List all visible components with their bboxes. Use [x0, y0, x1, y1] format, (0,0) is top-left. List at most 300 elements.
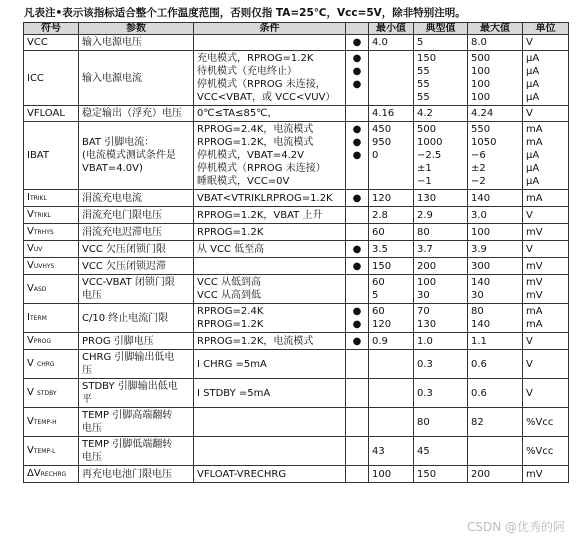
- dot-line: [349, 276, 365, 289]
- max-line: 100: [471, 92, 491, 103]
- cell-dot: [346, 437, 369, 466]
- symbol-text: I: [27, 312, 30, 323]
- cell-max: [468, 437, 523, 466]
- symbol-text: V: [27, 243, 34, 254]
- cell-unit: [523, 207, 569, 224]
- cell-dot: [346, 190, 369, 207]
- condition-line: RPROG=1.2K，VBAT 上升: [197, 209, 323, 221]
- min-line: [372, 52, 410, 65]
- cell-max: [468, 258, 523, 275]
- cell-dot: [346, 333, 369, 350]
- unit-line: mA: [526, 192, 543, 204]
- min-line: 60: [372, 226, 385, 238]
- cell-min: [369, 106, 414, 122]
- table-row: [24, 224, 569, 241]
- table-note: 凡表注•表示该指标适合整个工作温度范围，否则仅指 TA=25℃，Vcc=5V，除非特别注明。: [24, 7, 466, 19]
- cell-symbol: [24, 275, 79, 304]
- dot-line: [349, 107, 365, 120]
- cell-min: [369, 35, 414, 51]
- table-row: [24, 190, 569, 207]
- cell-condition: [194, 350, 346, 379]
- cell-symbol: [24, 35, 79, 51]
- parameter-line: 涓流充电门限电压: [82, 209, 162, 221]
- cell-condition: [194, 106, 346, 122]
- cell-unit: [523, 51, 569, 106]
- typ-line: ±1: [417, 163, 432, 174]
- dot-line: [349, 209, 365, 222]
- min-line: [372, 416, 410, 429]
- cell-max: [468, 122, 523, 190]
- dot-line: ●: [352, 319, 362, 330]
- dot-line: ●: [352, 260, 362, 272]
- cell-symbol: [24, 408, 79, 437]
- unit-line: mV: [526, 468, 543, 480]
- cell-symbol: [24, 333, 79, 350]
- max-line: 1.1: [471, 335, 487, 347]
- typ-line: 55: [417, 66, 430, 77]
- cell-dot: [346, 408, 369, 437]
- parameter-line: 输入电源电压: [82, 37, 142, 48]
- unit-line: V: [526, 387, 533, 399]
- unit-line: mV: [526, 277, 543, 288]
- typ-line: 45: [417, 445, 430, 457]
- condition-line: RPROG=1.2K，电流模式: [197, 335, 314, 347]
- parameter-line: VCC 欠压闭锁门限: [82, 243, 166, 255]
- cell-dot: [346, 304, 369, 333]
- unit-line: μA: [526, 66, 540, 77]
- parameter-line: 再充电电池门限电压: [82, 468, 172, 480]
- parameter-line: 电压: [82, 423, 102, 434]
- symbol-subscript: UVHYS: [33, 263, 55, 270]
- cell-typ: [414, 275, 468, 304]
- min-line: [372, 175, 410, 188]
- cell-typ: [414, 190, 468, 207]
- max-line: 30: [471, 290, 484, 301]
- dot-line: ●: [352, 124, 362, 135]
- unit-line: mV: [526, 290, 543, 301]
- max-line: 200: [471, 468, 491, 480]
- cell-dot: [346, 35, 369, 51]
- condition-line: 停机模式，VBAT=4.2V: [197, 150, 304, 161]
- dot-line: ●: [352, 137, 362, 148]
- symbol-text: I: [27, 192, 30, 203]
- dot-line: ●: [352, 306, 362, 317]
- symbol-text: ICC: [27, 72, 44, 84]
- cell-symbol: [24, 207, 79, 224]
- parameter-line: (电流模式测试条件是: [82, 150, 176, 161]
- dot-line: ●: [352, 53, 362, 64]
- table-row: [24, 466, 569, 483]
- min-line: 60: [372, 306, 385, 317]
- cell-parameter: [79, 304, 194, 333]
- parameter-line: PROG 引脚电压: [82, 335, 154, 347]
- symbol-subscript: STDBY: [37, 390, 57, 397]
- cell-max: [468, 333, 523, 350]
- condition-line: RPROG=1.2K，电流模式: [197, 137, 314, 148]
- parameter-line: 稳定输出（浮充）电压: [82, 108, 182, 119]
- symbol-text: V: [27, 387, 38, 398]
- typ-line: 1.0: [417, 335, 433, 347]
- condition-line: 停机模式（RPROG 未连接，: [197, 79, 326, 90]
- min-line: [372, 65, 410, 78]
- cell-condition: [194, 333, 346, 350]
- typ-line: 80: [417, 416, 430, 428]
- cell-max: [468, 466, 523, 483]
- cell-typ: [414, 51, 468, 106]
- header-unit: 单位: [523, 23, 569, 35]
- min-line: 0: [372, 150, 379, 161]
- typ-line: 55: [417, 79, 430, 90]
- min-line: [372, 358, 410, 371]
- cell-dot: [346, 379, 369, 408]
- spec-table: [23, 22, 569, 483]
- unit-line: %Vcc: [526, 416, 554, 428]
- min-line: [372, 162, 410, 175]
- symbol-subscript: TRHYS: [33, 229, 54, 236]
- table-row: [24, 350, 569, 379]
- cell-dot: [346, 466, 369, 483]
- cell-condition: [194, 304, 346, 333]
- symbol-subscript: ASD: [33, 286, 47, 293]
- condition-line: 充电模式，RPROG=1.2K: [197, 53, 314, 64]
- typ-line: −1: [417, 176, 432, 187]
- min-line: 4.0: [372, 37, 388, 48]
- condition-line: RPROG=2.4K: [197, 306, 264, 317]
- symbol-subscript: UV: [33, 246, 43, 253]
- cell-dot: [346, 350, 369, 379]
- unit-line: μA: [526, 92, 540, 103]
- max-line: 4.24: [471, 108, 494, 119]
- parameter-line: VBAT=4.0V): [82, 163, 143, 174]
- table-row: [24, 275, 569, 304]
- cell-parameter: [79, 275, 194, 304]
- header-min: 最小值: [369, 23, 414, 35]
- parameter-line: 电压: [82, 290, 102, 301]
- dot-line: ●: [352, 335, 362, 347]
- condition-line: VCC 从低到高: [197, 277, 261, 288]
- cell-parameter: [79, 190, 194, 207]
- cell-condition: [194, 190, 346, 207]
- symbol-subscript: PROG: [33, 338, 52, 345]
- condition-line: 从 VCC 低至高: [197, 243, 265, 255]
- cell-condition: [194, 258, 346, 275]
- cell-min: [369, 190, 414, 207]
- min-line: [372, 387, 410, 400]
- dot-line: [349, 358, 365, 371]
- dot-line: [349, 468, 365, 481]
- max-line: ±2: [471, 163, 486, 174]
- symbol-subscript: TRIKL: [29, 195, 47, 202]
- max-line: 140: [471, 319, 491, 330]
- max-line: −6: [471, 150, 486, 161]
- typ-line: 150: [417, 53, 437, 64]
- cell-typ: [414, 437, 468, 466]
- max-line: 140: [471, 192, 491, 204]
- dot-line: [349, 445, 365, 458]
- parameter-line: 涓流充电迟滞电压: [82, 226, 162, 238]
- cell-dot: [346, 122, 369, 190]
- parameter-line: TEMP 引脚低端翻转: [82, 439, 173, 450]
- unit-line: mV: [526, 226, 543, 238]
- table-row: [24, 408, 569, 437]
- symbol-text: V: [27, 283, 34, 294]
- cell-typ: [414, 379, 468, 408]
- min-line: 4.16: [372, 108, 395, 119]
- dot-line: [349, 416, 365, 429]
- max-line: 3.9: [471, 243, 487, 255]
- symbol-text: V: [27, 209, 34, 220]
- cell-max: [468, 408, 523, 437]
- max-line: 80: [471, 306, 484, 317]
- typ-line: 150: [417, 468, 437, 480]
- cell-max: [468, 379, 523, 408]
- unit-line: V: [526, 358, 533, 370]
- typ-line: 5: [417, 37, 424, 48]
- condition-line: RPROG=1.2K: [197, 226, 264, 238]
- cell-unit: [523, 258, 569, 275]
- symbol-subscript: TEMP-H: [33, 419, 57, 426]
- typ-line: 3.7: [417, 243, 433, 255]
- cell-max: [468, 207, 523, 224]
- cell-min: [369, 275, 414, 304]
- cell-symbol: [24, 437, 79, 466]
- cell-max: [468, 275, 523, 304]
- unit-line: mA: [526, 319, 543, 330]
- table-row: [24, 35, 569, 51]
- table-row: [24, 106, 569, 122]
- symbol-subscript: CHRG: [37, 361, 55, 368]
- symbol-text: VCC: [27, 37, 48, 48]
- cell-min: [369, 241, 414, 258]
- condition-line: [197, 260, 342, 273]
- unit-line: μA: [526, 176, 540, 187]
- dot-line: ●: [352, 66, 362, 77]
- condition-line: VCC 从高到低: [197, 290, 261, 301]
- typ-line: 55: [417, 92, 430, 103]
- cell-min: [369, 466, 414, 483]
- cell-typ: [414, 466, 468, 483]
- cell-unit: [523, 122, 569, 190]
- symbol-subscript: TERM: [29, 315, 47, 322]
- cell-condition: [194, 275, 346, 304]
- symbol-text: V: [27, 416, 34, 427]
- cell-condition: [194, 466, 346, 483]
- header-parameter: 参数: [79, 23, 194, 35]
- cell-condition: [194, 51, 346, 106]
- cell-unit: [523, 466, 569, 483]
- cell-parameter: [79, 350, 194, 379]
- cell-unit: [523, 437, 569, 466]
- cell-min: [369, 350, 414, 379]
- cell-dot: [346, 258, 369, 275]
- typ-line: 30: [417, 290, 430, 301]
- cell-parameter: [79, 379, 194, 408]
- min-line: 43: [372, 445, 385, 457]
- symbol-text: V: [27, 335, 34, 346]
- cell-min: [369, 408, 414, 437]
- unit-line: V: [526, 209, 533, 221]
- cell-parameter: [79, 207, 194, 224]
- cell-typ: [414, 207, 468, 224]
- cell-max: [468, 35, 523, 51]
- min-line: 0.9: [372, 335, 388, 347]
- parameter-line: 平: [82, 394, 92, 405]
- condition-line: 睡眠模式，VCC=0V: [197, 176, 290, 187]
- unit-line: V: [526, 108, 533, 119]
- min-line: 100: [372, 468, 392, 480]
- dot-line: ●: [352, 37, 362, 48]
- cell-typ: [414, 304, 468, 333]
- header-typ: 典型值: [414, 23, 468, 35]
- typ-line: 2.9: [417, 209, 433, 221]
- condition-line: RPROG=2.4K，电流模式: [197, 124, 314, 135]
- condition-line: 0℃≤TA≤85℃，: [197, 108, 278, 119]
- cell-condition: [194, 35, 346, 51]
- cell-typ: [414, 258, 468, 275]
- cell-parameter: [79, 408, 194, 437]
- unit-line: μA: [526, 150, 540, 161]
- cell-unit: [523, 241, 569, 258]
- cell-unit: [523, 224, 569, 241]
- dot-line: ●: [352, 243, 362, 255]
- typ-line: 0.3: [417, 387, 433, 399]
- typ-line: 80: [417, 226, 430, 238]
- table-row: [24, 51, 569, 106]
- cell-condition: [194, 408, 346, 437]
- cell-symbol: [24, 106, 79, 122]
- typ-line: 200: [417, 260, 437, 272]
- cell-dot: [346, 51, 369, 106]
- cell-dot: [346, 241, 369, 258]
- cell-typ: [414, 333, 468, 350]
- cell-parameter: [79, 51, 194, 106]
- typ-line: −2.5: [417, 150, 442, 161]
- cell-typ: [414, 408, 468, 437]
- parameter-line: 涓流充电电流: [82, 192, 142, 204]
- header-condition: 条件: [194, 23, 346, 35]
- cell-typ: [414, 122, 468, 190]
- cell-min: [369, 224, 414, 241]
- cell-min: [369, 51, 414, 106]
- cell-condition: [194, 224, 346, 241]
- cell-condition: [194, 241, 346, 258]
- unit-line: V: [526, 37, 533, 48]
- unit-line: μA: [526, 53, 540, 64]
- cell-typ: [414, 350, 468, 379]
- condition-line: [197, 36, 342, 49]
- parameter-line: TEMP 引脚高端翻转: [82, 410, 173, 421]
- cell-max: [468, 350, 523, 379]
- cell-parameter: [79, 122, 194, 190]
- condition-line: [197, 445, 342, 458]
- cell-max: [468, 106, 523, 122]
- cell-unit: [523, 350, 569, 379]
- max-line: 300: [471, 260, 491, 272]
- cell-unit: [523, 275, 569, 304]
- min-line: 60: [372, 277, 385, 288]
- dot-line: [349, 175, 365, 188]
- cell-min: [369, 122, 414, 190]
- unit-line: mA: [526, 124, 543, 135]
- cell-max: [468, 224, 523, 241]
- condition-line: VBAT<VTRIKLRPROG=1.2K: [197, 192, 333, 204]
- dot-line: [349, 226, 365, 239]
- parameter-line: 电压: [82, 452, 102, 463]
- min-line: 150: [372, 260, 392, 272]
- typ-line: 500: [417, 124, 437, 135]
- table-row: [24, 207, 569, 224]
- header-dot: [346, 23, 369, 35]
- cell-symbol: [24, 304, 79, 333]
- unit-line: V: [526, 335, 533, 347]
- typ-line: 100: [417, 277, 437, 288]
- symbol-text: IBAT: [27, 150, 49, 161]
- max-line: 82: [471, 416, 484, 428]
- cell-unit: [523, 304, 569, 333]
- max-line: 100: [471, 66, 491, 77]
- cell-unit: [523, 333, 569, 350]
- cell-parameter: [79, 106, 194, 122]
- cell-dot: [346, 106, 369, 122]
- symbol-text: V: [27, 260, 34, 271]
- cell-max: [468, 190, 523, 207]
- max-line: 0.6: [471, 358, 487, 370]
- unit-line: mV: [526, 260, 543, 272]
- unit-line: mA: [526, 137, 543, 148]
- symbol-subscript: TEMP-L: [33, 448, 56, 455]
- cell-dot: [346, 224, 369, 241]
- cell-symbol: [24, 190, 79, 207]
- max-line: 8.0: [471, 37, 487, 48]
- cell-symbol: [24, 379, 79, 408]
- min-line: 2.8: [372, 209, 388, 221]
- condition-line: RPROG=1.2K: [197, 319, 264, 330]
- cell-max: [468, 304, 523, 333]
- cell-dot: [346, 275, 369, 304]
- symbol-text: V: [27, 445, 34, 456]
- max-line: 0.6: [471, 387, 487, 399]
- cell-min: [369, 333, 414, 350]
- typ-line: 130: [417, 319, 437, 330]
- cell-symbol: [24, 51, 79, 106]
- cell-parameter: [79, 437, 194, 466]
- max-line: 500: [471, 53, 491, 64]
- symbol-subscript: TRIKL: [33, 212, 51, 219]
- table-row: [24, 122, 569, 190]
- max-line: 3.0: [471, 209, 487, 221]
- parameter-line: 压: [82, 365, 92, 376]
- max-line: 100: [471, 79, 491, 90]
- dot-line: ●: [352, 79, 362, 90]
- dot-line: [349, 162, 365, 175]
- header-row: [24, 23, 569, 35]
- max-line: [471, 445, 519, 458]
- cell-typ: [414, 241, 468, 258]
- cell-unit: [523, 379, 569, 408]
- unit-line: mA: [526, 306, 543, 317]
- min-line: 120: [372, 192, 392, 204]
- cell-typ: [414, 35, 468, 51]
- cell-min: [369, 437, 414, 466]
- typ-line: 0.3: [417, 358, 433, 370]
- cell-symbol: [24, 224, 79, 241]
- cell-unit: [523, 106, 569, 122]
- symbol-text: ΔV: [27, 468, 41, 479]
- cell-unit: [523, 408, 569, 437]
- table-row: [24, 437, 569, 466]
- condition-line: I STDBY =5mA: [197, 387, 271, 399]
- min-line: [372, 78, 410, 91]
